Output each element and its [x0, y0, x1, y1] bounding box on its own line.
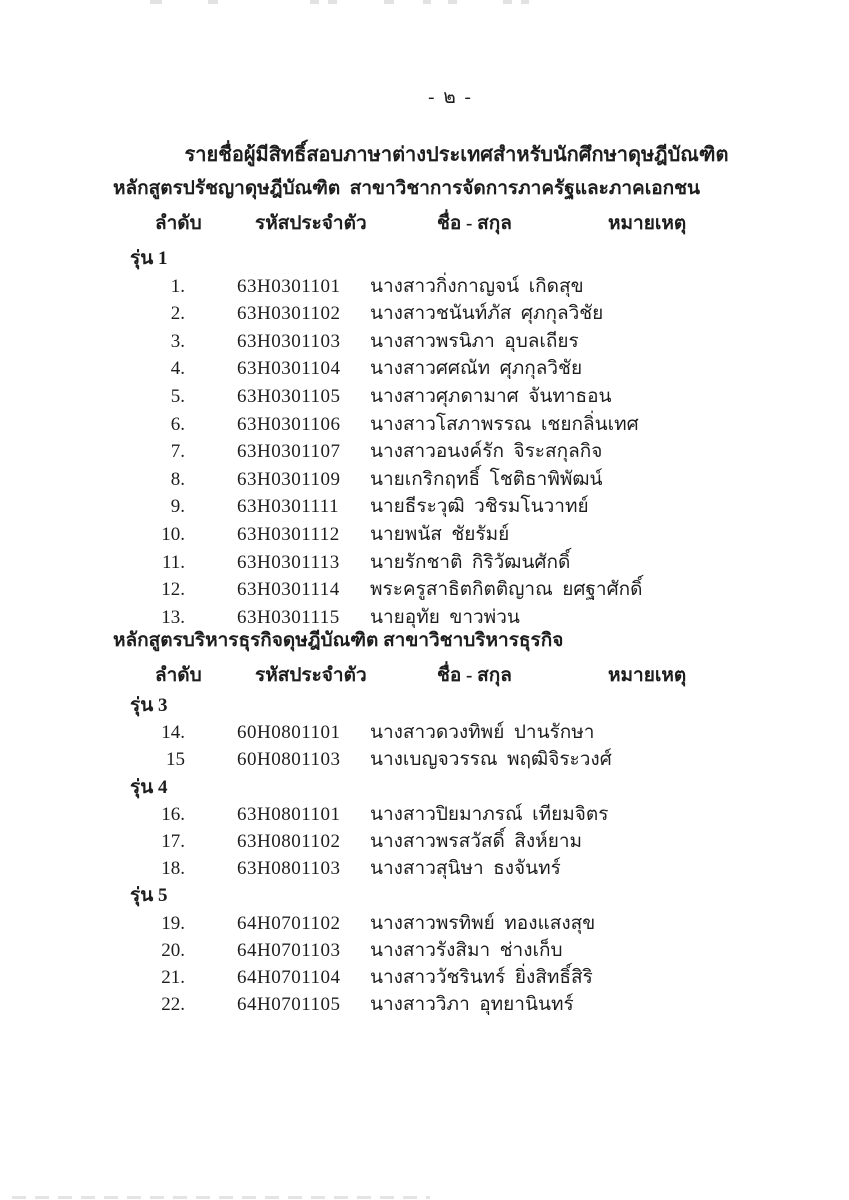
row-index-cell: 3. [170, 330, 185, 352]
table-row [0, 328, 849, 356]
student-id-cell: 64H0701105 [237, 994, 341, 1016]
row-index-cell: 7. [170, 441, 185, 463]
student-name-cell: นางสาวสุนิษา ธงจันทร์ [370, 858, 561, 880]
student-name-cell: นางสาววัชรินทร์ ยิ่งสิทธิ์สิริ [370, 966, 593, 988]
row-index-cell: 2. [170, 303, 185, 325]
row-index-cell: 16. [161, 803, 185, 825]
page-number: - ๒ - [428, 87, 473, 108]
row-index-cell: 4. [170, 358, 185, 380]
student-name-cell: นายรักชาติ กิริวัฒนศักดิ์ [370, 551, 571, 573]
column-header-index: ลำดับ [155, 213, 202, 234]
row-index-cell: 14. [161, 722, 185, 744]
student-id-cell: 64H0701103 [237, 939, 341, 961]
scan-artifact [208, 0, 218, 4]
student-id-cell: 63H0301105 [237, 385, 341, 407]
student-id-cell: 63H0801101 [237, 803, 341, 825]
table-row [0, 466, 849, 494]
table-rows [0, 245, 849, 631]
row-index-cell: 15 [166, 749, 185, 771]
table-row [0, 383, 849, 411]
row-index-cell: 11. [161, 551, 185, 573]
row-index-cell: 8. [170, 468, 185, 490]
student-name-cell: พระครูสาธิตกิตติญาณ ยศฐาศักดิ์ [370, 579, 643, 601]
student-id-cell: 63H0301113 [237, 551, 340, 573]
student-name-cell: นางสาวอนงค์รัก จิระสกุลกิจ [370, 441, 603, 463]
section-heading: หลักสูตรปรัชญาดุษฎีบัณฑิต สาขาวิชาการจัดการภาครัฐและภาคเอกชน [113, 178, 701, 199]
student-id-cell: 63H0801102 [237, 830, 341, 852]
batch-label: รุ่น 5 [130, 885, 168, 907]
scan-artifact [150, 0, 162, 4]
table-row [0, 576, 849, 604]
table-row [0, 828, 849, 855]
row-index-cell: 5. [170, 385, 185, 407]
section-heading: หลักสูตรบริหารธุรกิจดุษฎีบัณฑิต สาขาวิชาบริหารธุรกิจ [113, 630, 564, 651]
column-header-name: ชื่อ - สกุล [437, 213, 512, 234]
row-index-cell: 9. [170, 496, 185, 518]
table-row [0, 937, 849, 964]
student-id-cell: 63H0301102 [237, 303, 341, 325]
table-row [0, 719, 849, 746]
row-index-cell: 20. [161, 939, 185, 961]
table-row [0, 746, 849, 773]
scan-artifact [328, 0, 337, 4]
student-name-cell: นางเบญจวรรณ พฤฒิจิระวงศ์ [370, 749, 612, 771]
student-name-cell: นางสาวศุภดามาศ จันทาธอน [370, 385, 612, 407]
table-row [0, 355, 849, 383]
student-name-cell: นางสาวดวงทิพย์ ปานรักษา [370, 722, 595, 744]
row-index-cell: 1. [170, 275, 185, 297]
scan-artifact [384, 0, 394, 4]
table-header-row [0, 664, 849, 692]
table-row [0, 273, 849, 301]
row-index-cell: 6. [170, 413, 185, 435]
table-row [0, 493, 849, 521]
student-name-cell: นางสาวพรสวัสดิ์ สิงห์ยาม [370, 830, 583, 852]
student-name-cell: นางสาวพรทิพย์ ทองแสงสุข [370, 912, 596, 934]
student-id-cell: 63H0301101 [237, 275, 341, 297]
student-id-cell: 64H0701104 [237, 966, 341, 988]
table-row [0, 438, 849, 466]
student-id-cell: 63H0301109 [237, 468, 341, 490]
student-id-cell: 63H0301107 [237, 441, 341, 463]
table-header-row [0, 212, 849, 245]
student-name-cell: นางสาววิภา อุทยานินทร์ [370, 994, 574, 1016]
column-header-index: ลำดับ [155, 665, 202, 686]
row-index-cell: 10. [161, 523, 185, 545]
scan-artifact [423, 0, 431, 4]
program-section [0, 628, 849, 1018]
student-id-cell: 63H0301104 [237, 358, 341, 380]
table-row [0, 801, 849, 828]
student-name-cell: นายธีระวุฒิ วชิรมโนวาทย์ [370, 496, 589, 518]
row-index-cell: 21. [161, 966, 185, 988]
student-name-cell: นางสาวปิยมาภรณ์ เทียมจิตร [370, 803, 609, 825]
student-id-cell: 63H0301103 [237, 330, 341, 352]
student-name-cell: นายอุทัย ขาวพ่วน [370, 606, 520, 628]
column-header-name: ชื่อ - สกุล [437, 665, 512, 686]
student-id-cell: 63H0301115 [237, 606, 340, 628]
student-id-cell: 63H0801103 [237, 858, 341, 880]
batch-label: รุ่น 3 [130, 695, 168, 716]
table-row [0, 855, 849, 882]
batch-label: รุ่น 4 [130, 776, 168, 798]
student-name-cell: นางสาวชนันท์ภัส ศุภกุลวิชัย [370, 303, 604, 325]
student-id-cell: 63H0301112 [237, 523, 340, 545]
column-header-remark: หมายเหตุ [608, 213, 687, 234]
scan-artifact [310, 0, 319, 4]
student-name-cell: นางสาวพรนิภา อุบลเถียร [370, 330, 579, 352]
row-index-cell: 13. [161, 606, 185, 628]
row-index-cell: 18. [161, 858, 185, 880]
student-name-cell: นายเกริกฤทธิ์ โชติธาพิพัฒน์ [370, 468, 603, 490]
student-id-cell: 64H0701102 [237, 912, 341, 934]
batch-label: รุ่น 1 [130, 248, 168, 269]
row-index-cell: 12. [161, 579, 185, 601]
table-row [0, 411, 849, 439]
student-name-cell: นางสาวโสภาพรรณ เชยกลิ่นเทศ [370, 413, 639, 435]
scan-artifact [521, 0, 529, 4]
student-id-cell: 60H0801101 [237, 722, 341, 744]
scan-artifact [12, 1196, 430, 1199]
page-title: รายชื่อผู้มีสิทธิ์สอบภาษาต่างประเทศสำหรับนักศึกษาดุษฎีบัณฑิต [184, 144, 729, 166]
program-section [0, 176, 849, 631]
student-name-cell: นางสาวกิ่งกาญจน์ เกิดสุข [370, 275, 584, 297]
student-id-cell: 60H0801103 [237, 749, 341, 771]
student-name-cell: นางสาวรังสิมา ช่างเก็บ [370, 939, 563, 961]
column-header-remark: หมายเหตุ [608, 665, 687, 686]
student-id-cell: 63H0301106 [237, 413, 341, 435]
row-index-cell: 19. [161, 912, 185, 934]
student-name-cell: นายพนัส ชัยรัมย์ [370, 523, 510, 545]
row-index-cell: 17. [161, 830, 185, 852]
scan-artifact [503, 0, 512, 4]
student-name-cell: นางสาวศศณัท ศุภกุลวิชัย [370, 358, 583, 380]
table-row [0, 964, 849, 991]
table-row [0, 991, 849, 1018]
student-id-cell: 63H0301111 [237, 496, 340, 518]
table-row [0, 549, 849, 577]
student-id-cell: 63H0301114 [237, 579, 340, 601]
table-row [0, 521, 849, 549]
table-rows [0, 692, 849, 1018]
column-header-id: รหัสประจำตัว [255, 213, 367, 234]
column-header-id: รหัสประจำตัว [255, 665, 367, 686]
table-row [0, 300, 849, 328]
scan-artifact [448, 0, 457, 4]
table-row [0, 910, 849, 937]
row-index-cell: 22. [161, 994, 185, 1016]
